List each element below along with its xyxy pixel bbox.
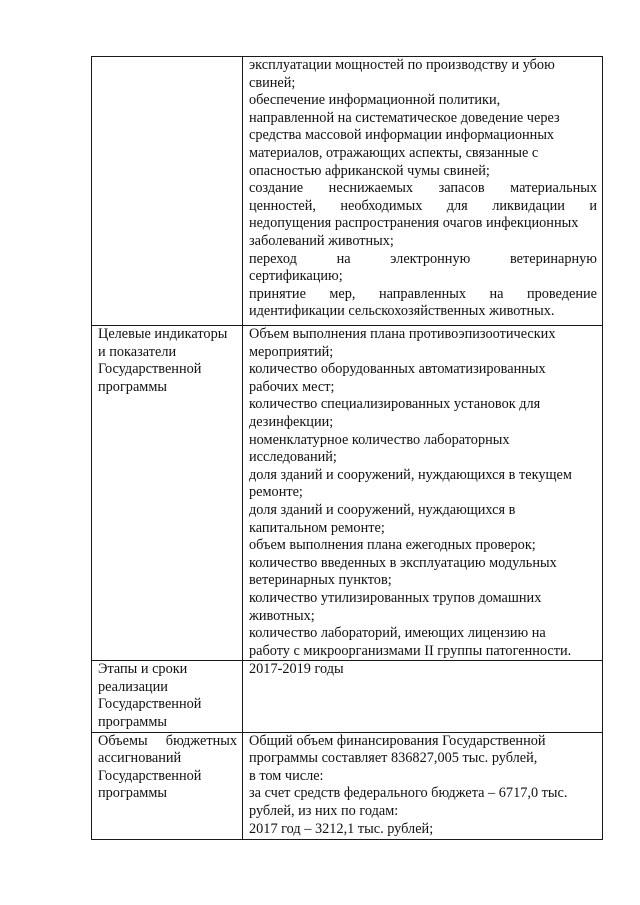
row-content-cell: [243, 57, 603, 326]
text-line: работу с микроорганизмами II группы патогенности.: [249, 642, 572, 659]
table-row: [92, 732, 603, 839]
text-line: дезинфекции;: [249, 413, 334, 430]
row-label-cell: [92, 661, 243, 732]
text-line: Объем выполнения плана противоэпизоотических: [249, 326, 556, 342]
text-line: идентификации сельскохозяйственных животных.: [249, 303, 555, 320]
row-label-line: Этапы и сроки: [98, 661, 188, 678]
row-label-cell: [92, 326, 243, 661]
text-line: в том числе:: [249, 767, 324, 784]
text-line: исследований;: [249, 449, 337, 466]
text-line: количество введенных в эксплуатацию модульных: [249, 554, 557, 571]
row-label-line: программы: [98, 785, 168, 802]
text-line: доля зданий и сооружений, нуждающихся в текущем: [249, 466, 572, 483]
text-line: количество специализированных установок для: [249, 396, 541, 413]
row-label-line: программы: [98, 714, 168, 731]
text-line: ценностей, необходимых для ликвидации и: [249, 197, 597, 214]
row-label-line: Целевые индикаторы: [98, 326, 228, 342]
row-label-line: Объемы бюджетных: [98, 732, 237, 749]
text-line: свиней;: [249, 74, 296, 91]
text-line: объем выполнения плана ежегодных проверок;: [249, 537, 536, 554]
row-label-line: Государственной: [98, 696, 202, 713]
row-content-cell: [243, 326, 603, 661]
row-label-line: реализации: [98, 678, 168, 695]
text-line: рублей, из них по годам:: [249, 803, 399, 820]
text-line: опасностью африканской чумы свиней;: [249, 162, 490, 179]
text-line: обеспечение информационной политики,: [249, 92, 501, 109]
text-line: программы составляет 836827,005 тыс. рублей,: [249, 750, 538, 767]
table-row: [92, 661, 603, 732]
text-line: количество утилизированных трупов домашних: [249, 589, 542, 606]
text-line: недопущения распространения очагов инфекционных: [249, 215, 579, 232]
text-line: количество оборудованных автоматизированных: [249, 361, 546, 378]
table-row: [92, 57, 603, 326]
text-line: доля зданий и сооружений, нуждающихся в: [249, 501, 516, 518]
row-label-line: и показатели: [98, 343, 177, 360]
text-line: эксплуатации мощностей по производству и убою: [249, 57, 555, 73]
text-line: 2017 год – 3212,1 тыс. рублей;: [249, 820, 434, 837]
text-line: принятие мер, направленных на проведение: [249, 285, 597, 302]
row-label-line: Государственной: [98, 361, 202, 378]
text-line: переход на электронную ветеринарную: [249, 250, 597, 267]
row-content-cell: [243, 661, 603, 732]
text-line: направленной на систематическое доведение через: [249, 109, 560, 126]
text-line: капитальном ремонте;: [249, 519, 385, 536]
row-label-cell: [92, 57, 243, 326]
text-line: заболеваний животных;: [249, 232, 394, 249]
text-line: сертификацию;: [249, 268, 343, 285]
text-line: 2017-2019 годы: [249, 661, 344, 678]
program-passport-table: [91, 56, 603, 840]
text-line: количество лабораторий, имеющих лицензию на: [249, 625, 546, 642]
text-line: ветеринарных пунктов;: [249, 572, 392, 589]
row-label-line: Государственной: [98, 767, 202, 784]
text-line: создание неснижаемых запасов материальных: [249, 180, 597, 197]
row-label-line: программы: [98, 378, 168, 395]
row-label-line: ассигнований: [98, 750, 182, 767]
text-line: рабочих мест;: [249, 378, 335, 395]
row-content-cell: [243, 732, 603, 839]
table-row: [92, 326, 603, 661]
text-line: средства массовой информации информационных: [249, 127, 555, 144]
text-line: животных;: [249, 607, 315, 624]
text-line: Общий объем финансирования Государственной: [249, 732, 546, 749]
text-line: материалов, отражающих аспекты, связанные с: [249, 144, 539, 161]
row-label-cell: [92, 732, 243, 839]
text-line: номенклатурное количество лабораторных: [249, 431, 510, 448]
text-line: ремонте;: [249, 484, 303, 501]
text-line: за счет средств федерального бюджета – 6717,0 тыс.: [249, 785, 568, 802]
text-line: мероприятий;: [249, 343, 334, 360]
